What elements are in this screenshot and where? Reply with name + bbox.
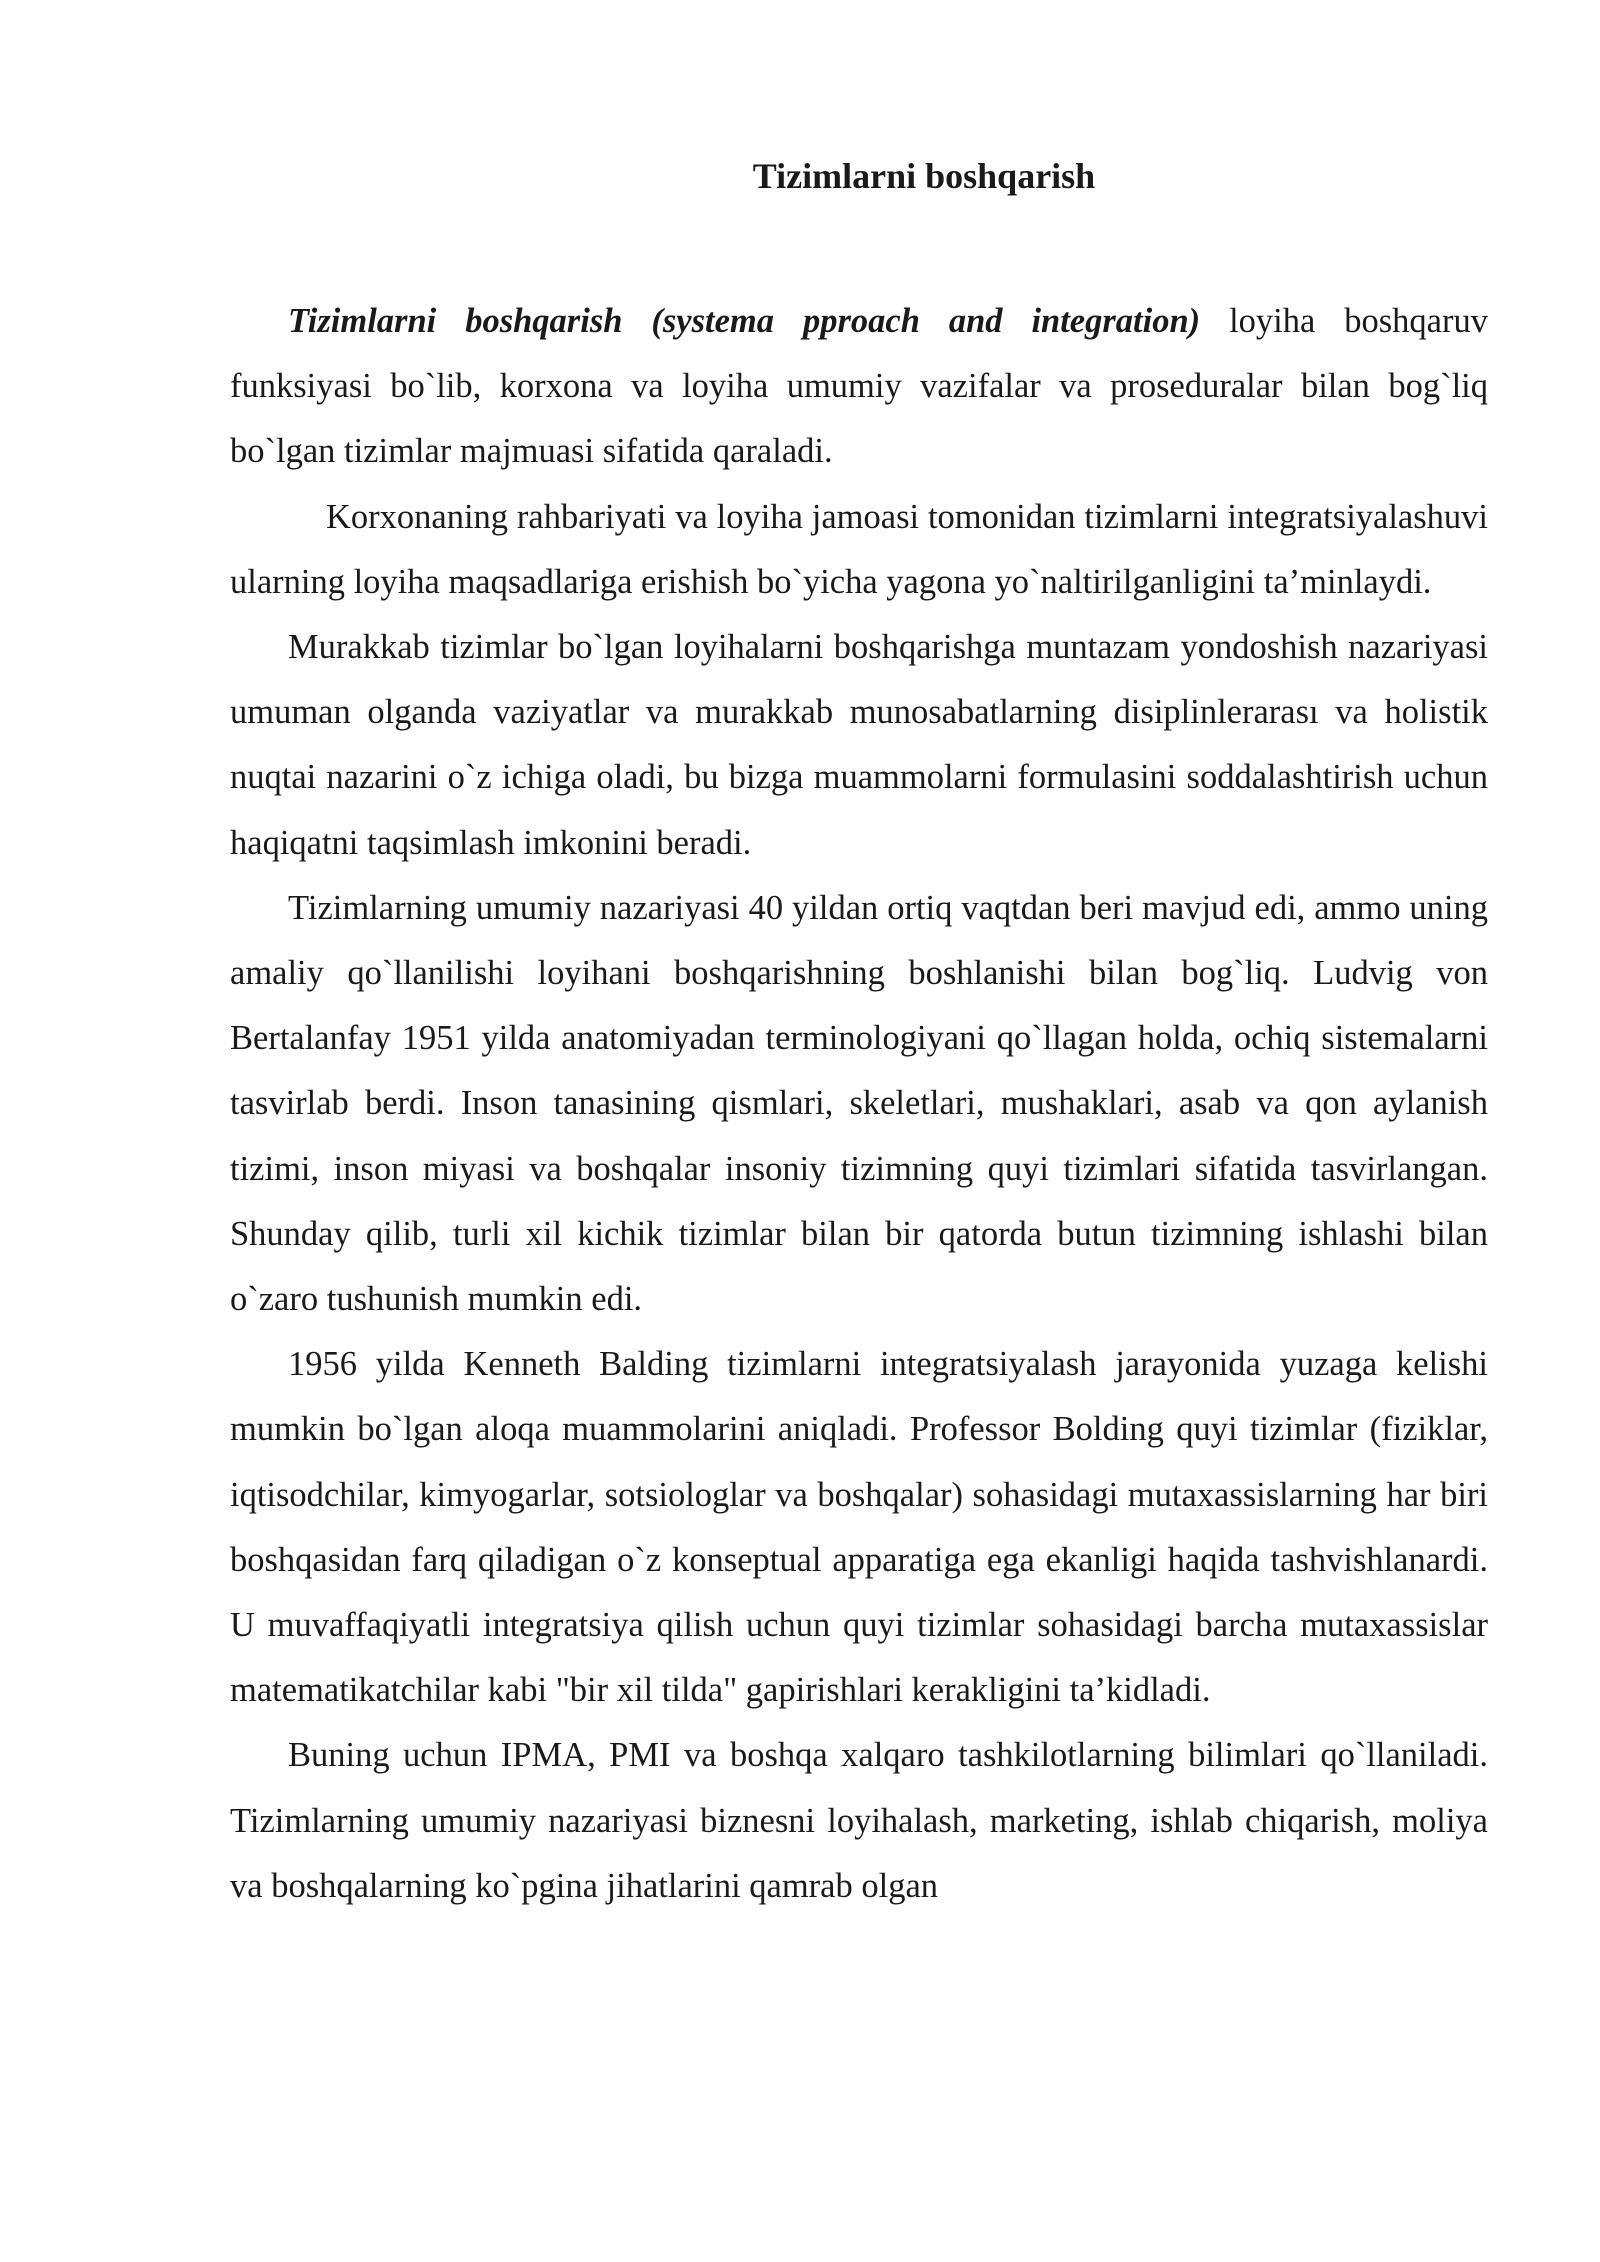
paragraph-4 — [230, 876, 1488, 1332]
paragraph-1 — [230, 289, 1488, 485]
paragraph-text: loyiha boshqaruv funksiyasi bo`lib, korxona va loyiha umumiy vazifalar va proseduralar bilan bog`liq bo`lgan tizimlar majmuasi sifatida qaraladi. — [230, 302, 1488, 471]
paragraph-text: Tizimlarning umumiy nazariyasi 40 yildan ortiq vaqtdan beri mavjud edi, ammo uning amaliy qo`llanilishi loyihani boshqarishning boshlanishi bilan bog`liq. Ludvig von Bertalanfay 1951 yilda anatomiyadan terminologiyani qo`llagan holda, ochiq sistemalarni tasvirlab berdi. Inson tanasining qismlari, skeletlari, mushaklari, asab va qon aylanish tizimi, inson miyasi va boshqalar insoniy tizimning quyi tizimlari sifatida tasvirlangan. Shunday qilib, turli xil kichik tizimlar bilan bir qatorda butun tizimning ishlashi bilan o`zaro tushunish mumkin edi. — [230, 888, 1488, 1319]
paragraph-text: Buning uchun IPMA, PMI va boshqa xalqaro tashkilotlarning bilimlari qo`llaniladi. Tizimlarning umumiy nazariyasi biznesni loyihalash, marketing, ishlab chiqarish, moliya va boshqalarning ko`pgina jihatlarini qamrab olgan — [230, 1736, 1488, 1905]
paragraph-text: Korxonaning rahbariyati va loyiha jamoasi tomonidan tizimlarni integratsiyalashuvi ularning loyiha maqsadlariga erishish bo`yicha yagona yo`naltirilganligini ta’minlaydi. — [230, 497, 1488, 601]
paragraph-lead-term: Tizimlarni boshqarish (systema pproach and integration) — [288, 302, 1201, 340]
paragraph-5 — [230, 1332, 1488, 1723]
paragraph-3 — [230, 615, 1488, 876]
page-title: Tizimlarni boshqarish — [752, 156, 1096, 196]
paragraph-6 — [230, 1723, 1488, 1919]
paragraph-text: 1956 yilda Kenneth Balding tizimlarni integratsiyalash jarayonida yuzaga kelishi mumkin bo`lgan aloqa muammolarini aniqladi. Professor Bolding quyi tizimlar (fiziklar, iqtisodchilar, kimyogarlar, sotsiologlar va boshqalar) sohasidagi mutaxassislarning har biri boshqasidan farq qiladigan o`z konseptual apparatiga ega ekanligi haqida tashvishlanardi. U muvaffaqiyatli integratsiya qilish uchun quyi tizimlar sohasidagi barcha mutaxassislar matematikatchilar kabi "bir xil tilda" gapirishlari kerakligini ta’kidladi. — [230, 1345, 1488, 1710]
document-body — [230, 148, 1488, 1919]
paragraph-2 — [230, 485, 1488, 615]
paragraph-text: Murakkab tizimlar bo`lgan loyihalarni boshqarishga muntazam yondoshish nazariyasi umuman olganda vaziyatlar va murakkab munosabatlarning disiplinlerarası va holistik nuqtai nazarini o`z ichiga oladi, bu bizga muammolarni formulasini soddalashtirish uchun haqiqatni taqsimlash imkonini beradi. — [230, 628, 1488, 862]
